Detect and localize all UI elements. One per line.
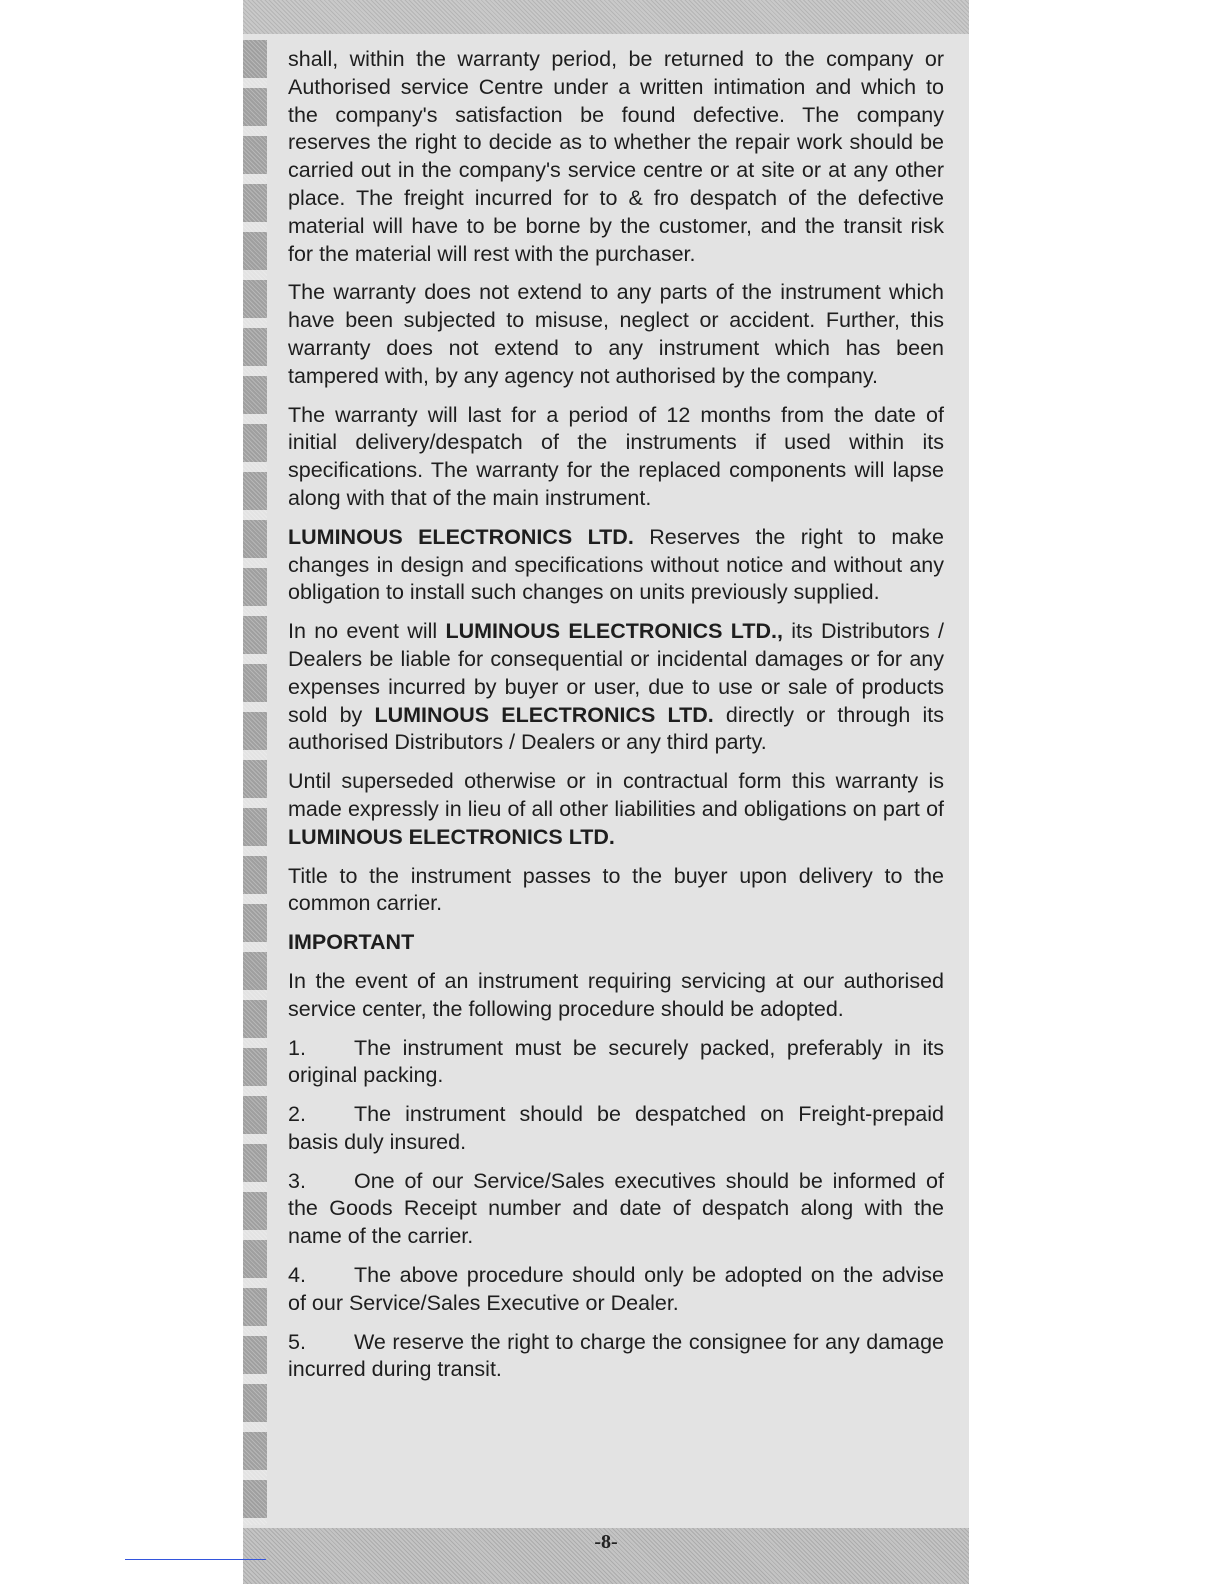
procedure-text: The instrument must be securely packed, preferably in its original packing. [288, 1035, 944, 1088]
important-heading: IMPORTANT [288, 930, 415, 955]
procedure-item [288, 1168, 944, 1251]
paragraph-title-transfer: Title to the instrument passes to the buyer upon delivery to the common carrier. [288, 863, 944, 916]
procedure-number: 2. [288, 1102, 306, 1127]
paragraph-warranty-period: The warranty will last for a period of 12 months from the date of initial delivery/despatch of the instruments if used within its specifications. The warranty for the replaced components will lapse along with that of the main instrument. [288, 402, 944, 510]
paragraph-text: directly or through its authorised Distributors / Dealers or any third party. [288, 702, 944, 755]
procedure-item [288, 1262, 944, 1318]
paragraph-liability [288, 618, 944, 757]
paragraph-design-changes [288, 524, 944, 607]
procedure-text: One of our Service/Sales executives should be informed of the Goods Receipt number and date of despatch along with the name of the carrier. [288, 1168, 944, 1249]
company-name: LUMINOUS ELECTRONICS LTD., [445, 619, 783, 644]
paragraph-service-intro: In the event of an instrument requiring servicing at our authorised service center, the following procedure should be adopted. [288, 968, 944, 1021]
page-number: -8- [594, 1531, 618, 1553]
paragraph-text: In no event will [288, 619, 446, 644]
procedure-text: The instrument should be despatched on Freight-prepaid basis duly insured. [288, 1102, 944, 1154]
procedure-number: 4. [288, 1263, 306, 1288]
procedure-text: We reserve the right to charge the consignee for any damage incurred during transit. [288, 1329, 944, 1382]
procedure-item [288, 1101, 944, 1157]
paragraph-exclusions: The warranty does not extend to any parts of the instrument which have been subjected to misuse, neglect or accident. Further, this warranty does not extend to any instrument which has been tampered with, by any agency not authorised by the company. [288, 280, 944, 388]
paragraph-supersede [288, 768, 944, 851]
procedure-text: The above procedure should only be adopted on the advise of our Service/Sales Executive or Dealer. [288, 1263, 944, 1315]
paragraph-text: Until superseded otherwise or in contractual form this warranty is made expressly in lieu of all other liabilities and obligations on part of [288, 769, 944, 821]
procedure-number: 1. [288, 1035, 306, 1060]
left-edge-pattern [243, 40, 267, 1525]
procedure-item [288, 1035, 944, 1091]
procedure-number: 3. [288, 1168, 306, 1193]
procedure-item [288, 1329, 944, 1385]
top-border-band [243, 0, 969, 34]
paragraph-return-policy: shall, within the warranty period, be returned to the company or Authorised service Centre under a written intimation and which to the company's satisfaction be found defective. The company reserves the right to decide as to whether the repair work should be carried out in the company's service centre or at site or at any other place. The freight incurred for to & fro despatch of the defective material will have to be borne by the customer, and the transit risk for the material will rest with the purchaser. [288, 47, 944, 266]
company-name: LUMINOUS ELECTRONICS LTD. [374, 702, 714, 727]
procedure-number: 5. [288, 1329, 306, 1354]
company-name: LUMINOUS ELECTRONICS LTD. [288, 824, 615, 849]
warranty-text [288, 46, 944, 1395]
paragraph-text: Reserves the right to make changes in design and specifications without notice and without any obligation to install such changes on units previously supplied. [288, 524, 944, 605]
paragraph-text: its Distributors / Dealers be liable for consequential or incidental damages or for any expenses incurred by buyer or user, due to use or sale of products sold by [288, 619, 944, 727]
scan-underline-mark [125, 1559, 266, 1560]
company-name: LUMINOUS ELECTRONICS LTD. [288, 524, 634, 549]
